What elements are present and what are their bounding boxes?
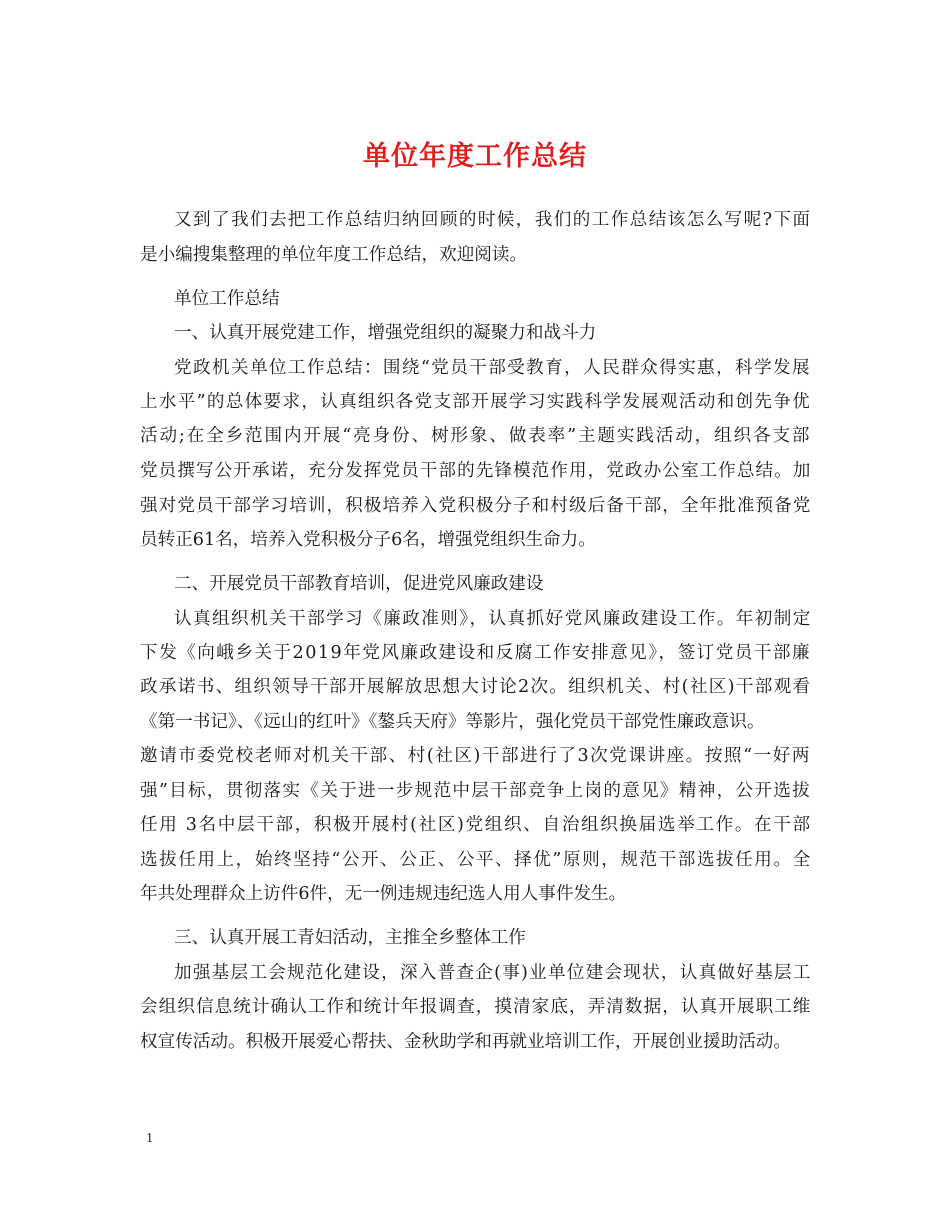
text-line: 二、开展党员干部教育培训，促进党风廉政建设 bbox=[174, 574, 544, 594]
text-line: 一、认真开展党建工作，增强党组织的凝聚力和战斗力 bbox=[174, 323, 597, 343]
text-line: 年共处理群众上访件6件，无一例违规违纪选人用人事件发生。 bbox=[140, 884, 627, 904]
text-line: 权宣传活动。积极开展爱心帮扶、金秋助学和再就业培训工作，开展创业援助活动。 bbox=[140, 1032, 791, 1052]
text-line: 强对党员干部学习培训，积极培养入党积极分子和村级后备干部，全年批准预备党 bbox=[140, 496, 812, 516]
text-line: 又到了我们去把工作总结归纳回顾的时候，我们的工作总结该怎么写呢?下面 bbox=[174, 210, 812, 230]
text-line: 活动;在全乡范围内开展“亮身份、树形象、做表率”主题实践活动，组织各支部 bbox=[140, 426, 812, 446]
text-line: 下发《向峨乡关于2019年党风廉政建设和反腐工作安排意见》，签订党员干部廉 bbox=[140, 643, 812, 663]
text-line: 加强基层工会规范化建设，深入普查企(事)业单位建会现状，认真做好基层工 bbox=[174, 963, 812, 983]
text-line: 会组织信息统计确认工作和统计年报调查，摸清家底，弄清数据，认真开展职工维 bbox=[140, 997, 812, 1017]
text-line: 员转正61名，培养入党积极分子6名，增强党组织生命力。 bbox=[140, 530, 596, 550]
text-line: 选拔任用上，始终坚持“公开、公正、公平、择优”原则，规范干部选拔任用。全 bbox=[140, 850, 812, 870]
text-line: 党政机关单位工作总结：围绕“党员干部受教育，人民群众得实惠，科学发展 bbox=[174, 358, 811, 378]
text-line: 上水平”的总体要求，认真组织各党支部开展学习实践科学发展观活动和创先争优 bbox=[140, 392, 812, 412]
page-number: 1 bbox=[146, 1131, 153, 1146]
text-line: 认真组织机关干部学习《廉政准则》，认真抓好党风廉政建设工作。年初制定 bbox=[174, 609, 812, 629]
text-line: 是小编搜集整理的单位年度工作总结，欢迎阅读。 bbox=[140, 245, 528, 265]
text-line: 单位工作总结 bbox=[174, 289, 280, 309]
document-title: 单位年度工作总结 bbox=[363, 141, 587, 172]
text-line: 强”目标，贯彻落实《关于进一步规范中层干部竞争上岗的意见》精神，公开选拔 bbox=[140, 781, 812, 801]
text-line: 政承诺书、组织领导干部开展解放思想大讨论2次。组织机关、村(社区)干部观看 bbox=[140, 677, 812, 697]
text-line: 任用 3名中层干部，积极开展村(社区)党组织、自治组织换届选举工作。在干部 bbox=[140, 815, 812, 835]
text-line: 《第一书记》、《远山的红叶》《鏊兵天府》等影片，强化党员干部党性廉政意识。 bbox=[140, 712, 765, 732]
text-line: 邀请市委党校老师对机关干部、村(社区)干部进行了3次党课讲座。按照“一好两 bbox=[140, 746, 812, 766]
text-line: 三、认真开展工青妇活动，主推全乡整体工作 bbox=[174, 928, 526, 948]
text-line: 党员撰写公开承诺，充分发挥党员干部的先锋模范作用，党政办公室工作总结。加 bbox=[140, 461, 812, 481]
